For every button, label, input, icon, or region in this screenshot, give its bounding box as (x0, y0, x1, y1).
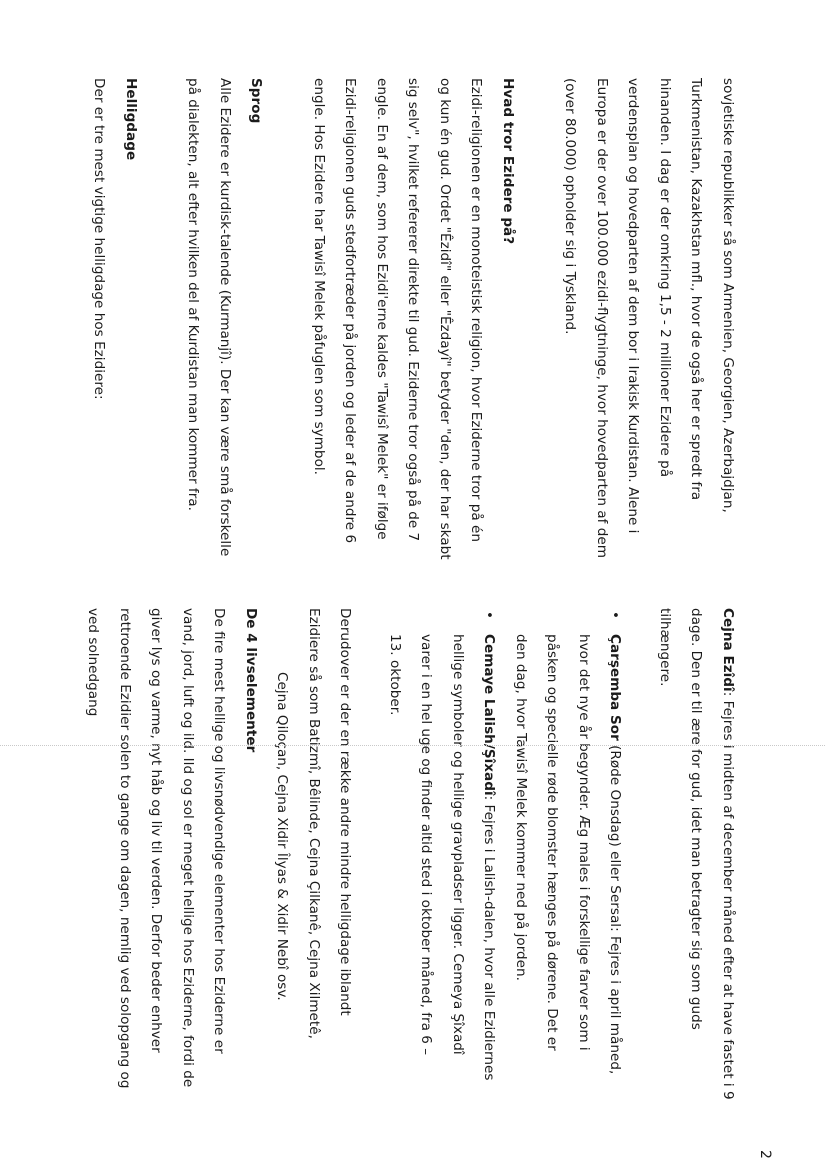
text-line: hellige symboler og hellige gravpladser ligger. Cemeya Şîxadî (450, 634, 466, 1055)
text-line: og kun én gud. Ordet "Êzidî" eller "Êzdayî" betyder "den, der har skabt (437, 78, 453, 560)
text-line: engle. En af dem, som hos Ezidi'erne kaldes "Tawisî Melek" er ifølge (374, 78, 390, 540)
text-line: Der er tre mest vigtige helligdage hos Ezidiere: (91, 78, 108, 400)
text-line: på dialekten, alt efter hvilken del af Kurdistan man kommer fra. (185, 78, 202, 511)
text-line: Europa er der over 100.000 ezidi-flygtninge, hvor hovedparten af dem (594, 78, 610, 558)
text-line: dage. Den er til ære for gud, idet man betragter sig som guds (688, 608, 705, 1030)
text-line: ved solnedgang (85, 608, 102, 717)
holiday-desc: (Røde Onsdag) eller Sersal: Fejres i april måned, (607, 740, 624, 1075)
text-line: varer i en hel uge og finder altid sted i oktober måned, fra 6 – (418, 634, 435, 1056)
text-line: hinanden. I dag er der omkring 1,5 - 2 millioner Ezidere på (657, 78, 673, 478)
text-line (473, 634, 505, 1153)
text-line: Cejna Qiloçan, Cejna Xidir Îlyas & Xidir Nebî osv. (274, 672, 291, 1001)
text-line: 13. oktober. (387, 634, 403, 716)
belief-paragraph (303, 78, 492, 578)
text-line: Ezidi-religionen guds stedfortræder på jorden og leder af de andre 6 (342, 78, 359, 544)
text-line: sig selv", hvilket refererer direkte til gud. Eziderne tror også på de 7 (405, 78, 422, 542)
minor-holidays-paragraph (266, 608, 361, 1153)
elements-heading: De 4 livselementer (243, 608, 259, 753)
text-line: De fire mest hellige og livsnødvendige elementer hos Eziderne er (211, 608, 228, 1054)
cejna-ezidi-entry (649, 608, 744, 1153)
text-line: giver lys og varme, nyt håb og liv til verden. Derfor beder enhver (148, 608, 165, 1053)
text-line: Ezidi-religionen er en monoteistisk religion, hvor Eziderne tror på én (468, 78, 485, 542)
text-line: Derudover er der en række andre mindre helligdage iblandt (337, 608, 354, 1016)
intro-paragraph (554, 78, 743, 578)
text-line: hvor det nye år begynder. Æg males i forskellige farver som i (576, 634, 592, 1051)
bullet-carsemba-sor (505, 608, 631, 1153)
right-column (77, 608, 743, 1153)
text-line: verdensplan og hovedparten af dem bor i Irakisk Kurdistan. Alene i (625, 78, 642, 534)
holidays-heading: Helligdage (123, 78, 139, 161)
text-line: den dag, hvor Tawisî Melek kommer ned på jorden. (513, 634, 529, 981)
scan-fold-line (0, 745, 825, 746)
bullet-icon: • (607, 610, 624, 620)
bullet-icon: • (481, 610, 498, 620)
text-line: påsken og specielle røde blomster hænges på dørene. Det er (544, 634, 561, 1051)
text-line: sovjetiske republikker så som Armenien, Georgien, Azerbajdjan, (720, 78, 736, 513)
holiday-term: Çarşemba Sor (607, 634, 624, 741)
text-line: vand, jord, luft og ild. Ild og sol er meget hellige hos Eziderne, fordi de (180, 608, 196, 1088)
text-line: (over 80.000) opholder sig i Tyskland. (562, 78, 579, 335)
text-line (599, 634, 631, 1153)
holiday-desc: : Fejres i midten af december måned efter at have fastet i 9 (720, 691, 736, 1100)
text-line: rettroende Ezidier solen to gange om dagen, nemlig ved solopgang og (117, 608, 133, 1089)
left-column (83, 78, 743, 578)
text-line: Ezidiere så som Batizmî, Bêlinde, Cejna Çilkanê, Cejna Xilmetê, (306, 608, 322, 1039)
page-number: 2 (757, 1150, 773, 1159)
language-heading: Sprog (248, 78, 265, 124)
language-paragraph (177, 78, 240, 578)
holidays-paragraph (83, 78, 115, 578)
holiday-term: Cemaye Lalish/Şîxadî (481, 634, 498, 796)
belief-heading: Hvad tror Ezidere på? (500, 78, 516, 245)
holiday-term: Cejna Ezîdî (720, 608, 736, 692)
elements-paragraph (77, 608, 235, 1153)
text-line: Turkmenistan, Kazakhstan mfl., hvor de også her er spredt fra (688, 78, 705, 501)
bullet-cemaye-lalish (379, 608, 505, 1153)
text-line: Alle Ezidere er kurdisk-talende (Kurmanjî). Der kan være små forskelle (217, 78, 233, 557)
holiday-desc: : Fejres i Lalish-dalen, hvor alle Ezidiernes (481, 795, 498, 1081)
text-line (712, 608, 744, 1153)
text-line: engle. Hos Ezidere har Tawisî Melek påfuglen som symbol. (311, 78, 327, 475)
text-line: tilhængere. (657, 608, 673, 687)
